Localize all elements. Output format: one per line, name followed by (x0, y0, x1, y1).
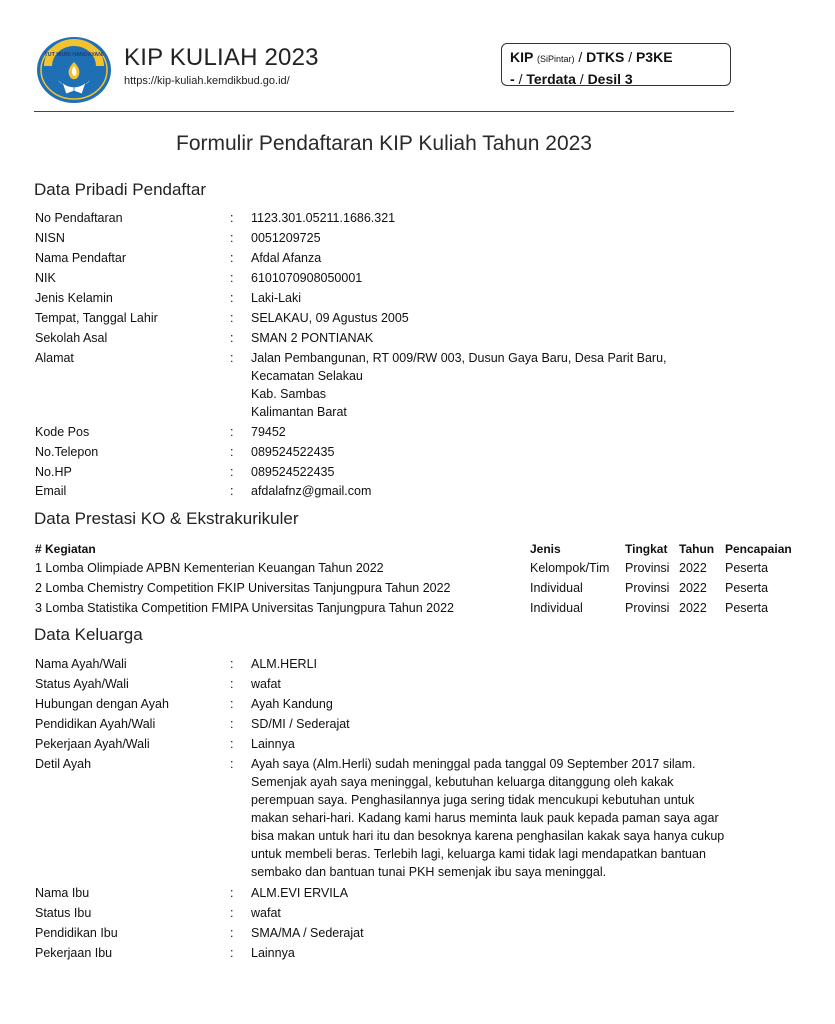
detil-line: sembako dan bantuan tunai PKH semenjak ibu saya meninggal. (251, 865, 607, 879)
status-line-2: - / Terdata / Desil 3 (510, 71, 633, 87)
field-label: Pendidikan Ayah/Wali (35, 717, 156, 731)
address-value (251, 349, 731, 421)
field-value: SD/MI / Sederajat (251, 717, 350, 731)
table-row (35, 599, 835, 619)
field-value: Lainnya (251, 737, 295, 751)
field-value: SMA/MA / Sederajat (251, 926, 364, 940)
cell-tingkat: Provinsi (625, 581, 670, 595)
field-label: No Pendaftaran (35, 211, 123, 225)
field-label: Pekerjaan Ibu (35, 946, 113, 960)
field-value: Ayah Kandung (251, 697, 333, 711)
field-label: Tempat, Tanggal Lahir (35, 311, 158, 325)
logo-motto: TUT WURI HANDAYANI (44, 52, 104, 58)
dtks-label: DTKS (586, 49, 625, 65)
detil-line: untuk membeli beras. Terlebih lagi, keluarga kami tidak lagi mendapatkan bantuan (251, 847, 706, 861)
field-value: wafat (251, 906, 281, 920)
status-badge (501, 43, 731, 86)
field-value: Afdal Afanza (251, 251, 322, 265)
col-header-tingkat: Tingkat (625, 542, 668, 556)
field-value: 0051209725 (251, 231, 321, 245)
terdata-label: Terdata (526, 71, 576, 87)
field-label: Hubungan dengan Ayah (35, 697, 169, 711)
detil-line: makan sehari-hari. Kadang kami harus meminta lauk pauk kepada paman saya agar (251, 811, 719, 825)
address-line: Kab. Sambas (251, 387, 327, 401)
prestasi-table (35, 540, 792, 620)
section-title-prestasi: Data Prestasi KO & Ekstrakurikuler (34, 509, 299, 528)
cell-pencapaian: Peserta (725, 561, 769, 575)
cell-jenis: Individual (530, 601, 583, 615)
detil-line: bisa makan untuk hari itu dan besoknya karena penghasilan kakak saya hanya cukup (251, 829, 725, 843)
field-label: Kode Pos (35, 425, 90, 439)
cell-pencapaian: Peserta (725, 581, 769, 595)
field-label: No.Telepon (35, 445, 99, 459)
detil-line: Semenjak ayah saya meninggal, kebutuhan keluarga ditanggung oleh kakak (251, 775, 674, 789)
status-line-1: KIP (SiPintar) / DTKS / P3KE (510, 49, 673, 65)
address-line: Jalan Pembangunan, RT 009/RW 003, Dusun Gaya Baru, Desa Parit Baru, (251, 351, 667, 365)
kemdikbud-logo (36, 36, 112, 104)
table-row (35, 559, 835, 579)
app-title: KIP KULIAH 2023 (124, 44, 319, 71)
desil-label: Desil 3 (587, 71, 633, 87)
field-value: SELAKAU, 09 Agustus 2005 (251, 311, 409, 325)
field-value: ALM.EVI ERVILA (251, 886, 349, 900)
detil-line: Ayah saya (Alm.Herli) sudah meninggal pada tanggal 09 September 2017 silam. (251, 757, 696, 771)
field-value: 089524522435 (251, 445, 335, 459)
address-line: Kalimantan Barat (251, 405, 347, 419)
cell-jenis: Individual (530, 581, 583, 595)
cell-kegiatan: 3 Lomba Statistika Competition FMIPA Universitas Tanjungpura Tahun 2022 (35, 601, 454, 615)
kip-sub-label: (SiPintar) (536, 54, 575, 64)
field-value: ALM.HERLI (251, 657, 317, 671)
address-line: Kecamatan Selakau (251, 369, 363, 383)
header-divider (34, 111, 734, 112)
field-value: wafat (251, 677, 281, 691)
field-value: Lainnya (251, 946, 295, 960)
section-title-pribadi: Data Pribadi Pendaftar (34, 180, 206, 199)
field-label: Pendidikan Ibu (35, 926, 118, 940)
p3ke-label: P3KE (635, 49, 673, 65)
cell-tahun: 2022 (679, 601, 707, 615)
field-label: NISN (35, 231, 65, 245)
cell-tahun: 2022 (679, 581, 707, 595)
field-value: 1123.301.05211.1686.321 (251, 211, 396, 225)
field-label: Sekolah Asal (35, 331, 108, 345)
field-label: Nama Ibu (35, 886, 90, 900)
detil-ayah-value (251, 755, 731, 881)
kip-label: KIP (510, 49, 534, 65)
field-label: Pekerjaan Ayah/Wali (35, 737, 150, 751)
status-dash: - (510, 71, 515, 87)
detil-line: perempuan saya. Penghasilannya juga sering tidak mencukupi kebutuhan untuk (251, 793, 695, 807)
cell-kegiatan: 2 Lomba Chemistry Competition FKIP Universitas Tanjungpura Tahun 2022 (35, 581, 451, 595)
col-header-tahun: Tahun (679, 542, 715, 556)
field-label: Status Ayah/Wali (35, 677, 129, 691)
field-value: 6101070908050001 (251, 271, 363, 285)
col-header-jenis: Jenis (530, 542, 561, 556)
section-title-keluarga: Data Keluarga (34, 625, 143, 644)
field-label: NIK (35, 271, 56, 285)
field-label: Status Ibu (35, 906, 92, 920)
field-label: No.HP (35, 465, 72, 479)
field-value: 089524522435 (251, 465, 335, 479)
cell-tingkat: Provinsi (625, 601, 670, 615)
cell-jenis: Kelompok/Tim (530, 561, 610, 575)
field-label: Alamat (35, 351, 74, 365)
cell-tahun: 2022 (679, 561, 707, 575)
field-label: Email (35, 484, 67, 498)
field-value: SMAN 2 PONTIANAK (251, 331, 374, 345)
field-label: Jenis Kelamin (35, 291, 113, 305)
col-header-kegiatan: # Kegiatan (35, 542, 96, 556)
field-label: Nama Pendaftar (35, 251, 127, 265)
form-title: Formulir Pendaftaran KIP Kuliah Tahun 2023 (176, 132, 592, 155)
table-header-row (35, 540, 835, 560)
site-url[interactable]: https://kip-kuliah.kemdikbud.go.id/ (124, 75, 290, 87)
field-value: afdalafnz@gmail.com (251, 484, 372, 498)
cell-pencapaian: Peserta (725, 601, 769, 615)
field-value: 79452 (251, 425, 286, 439)
field-label: Nama Ayah/Wali (35, 657, 127, 671)
field-label: Detil Ayah (35, 757, 92, 771)
cell-tingkat: Provinsi (625, 561, 670, 575)
col-header-pencapaian: Pencapaian (725, 542, 792, 556)
table-row (35, 579, 835, 599)
cell-kegiatan: 1 Lomba Olimpiade APBN Kementerian Keuangan Tahun 2022 (35, 561, 384, 575)
field-value: Laki-Laki (251, 291, 302, 305)
